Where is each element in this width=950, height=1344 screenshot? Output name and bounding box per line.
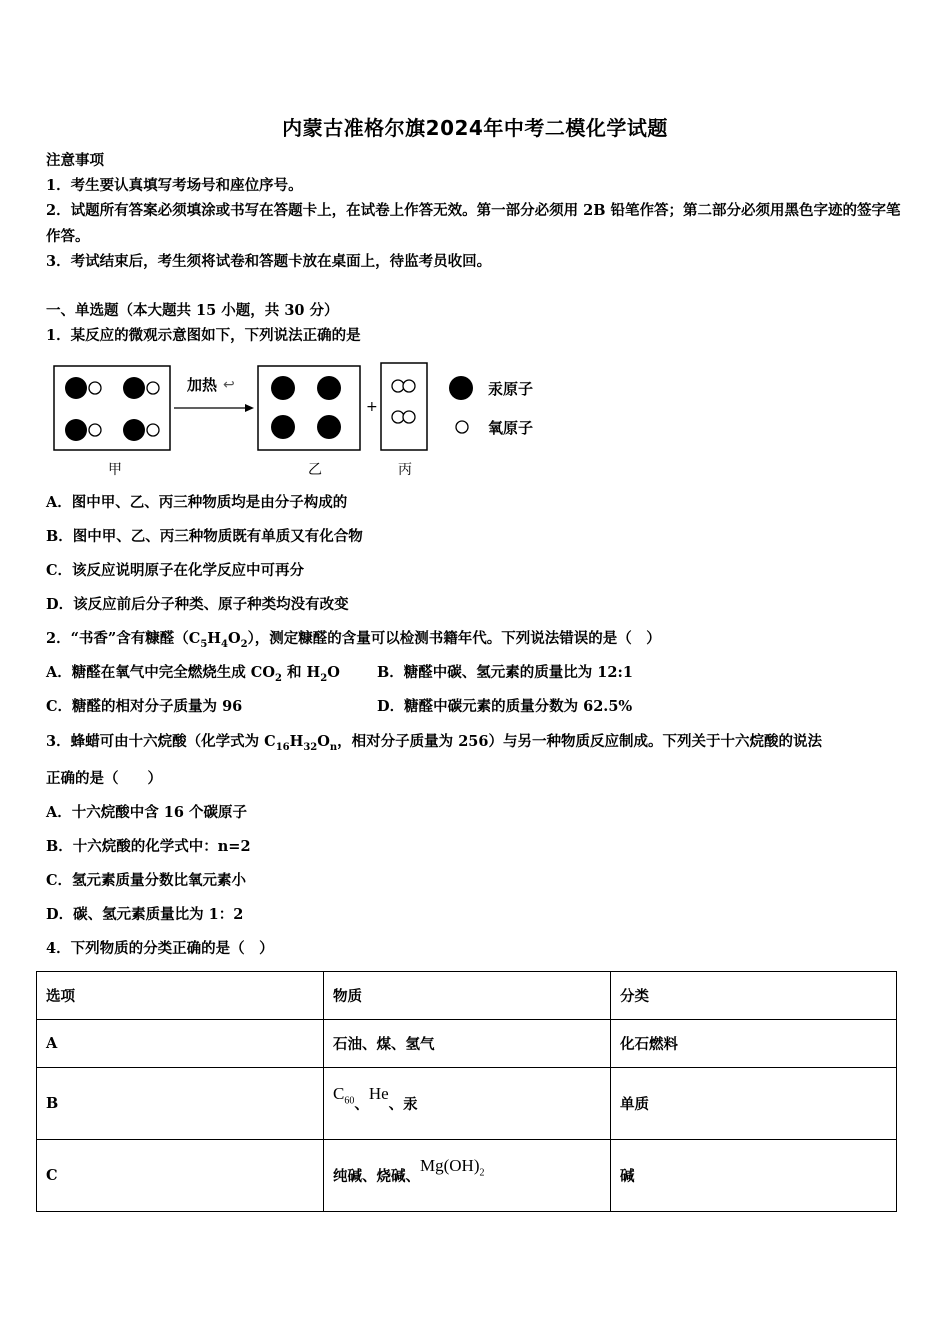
- table-row: [37, 1068, 897, 1140]
- row-substance: $C_{60}$、He、汞: [324, 1068, 611, 1140]
- header-substance: 物质: [324, 972, 611, 1020]
- o2-molecule: [392, 411, 415, 423]
- q1-stem: 1．某反应的微观示意图如下，下列说法正确的是: [46, 327, 361, 344]
- q1-option-a: A．图中甲、乙、丙三种物质均是由分子构成的: [46, 494, 348, 511]
- legend-o-icon: [456, 421, 468, 433]
- arrow-label: 加热: [187, 376, 218, 394]
- notice-item-2: 2．试题所有答案必须填涂或书写在答题卡上，在试卷上作答无效。第一部分必须用 2B 铅笔作答；第二部分必须用黑色字迹的签字笔作答。: [46, 202, 901, 245]
- reaction-diagram: [50, 360, 570, 485]
- label-yi: 乙: [308, 462, 322, 478]
- row-substance: 纯碱、烧碱、$Mg(OH)_2$: [324, 1140, 611, 1212]
- row-category: 化石燃料: [611, 1020, 897, 1068]
- q1-option-d: D．该反应前后分子种类、原子种类均没有改变: [46, 596, 349, 613]
- q2-option-d: D．糖醛中碳元素的质量分数为 62.5%: [377, 698, 633, 715]
- hg-atom: [317, 415, 341, 439]
- q1-option-c: C．该反应说明原子在化学反应中可再分: [46, 562, 305, 579]
- label-bing: 丙: [398, 462, 412, 478]
- label-jia: 甲: [108, 462, 122, 478]
- table-row: [37, 1020, 897, 1068]
- legend-hg-icon: [449, 376, 473, 400]
- table-row: [37, 1140, 897, 1212]
- row-option: C: [37, 1140, 324, 1212]
- q2-option-c: C．糖醛的相对分子质量为 96: [46, 698, 243, 715]
- page-title: 内蒙古准格尔旗2024年中考二模化学试题: [282, 116, 668, 140]
- box-bing: [381, 363, 427, 450]
- q2-option-b: B．糖醛中碳、氢元素的质量比为 12:1: [377, 664, 633, 681]
- q3-option-d: D．碳、氢元素质量比为 1：2: [46, 906, 244, 923]
- svg-text:+: +: [366, 399, 378, 415]
- q3-option-c: C．氢元素质量分数比氧元素小: [46, 872, 247, 889]
- table-header-row: [37, 972, 897, 1020]
- header-category: 分类: [611, 972, 897, 1020]
- o2-molecule: [392, 380, 415, 392]
- q2-stem: 2．“书香”含有糠醛$(C_5H_4O_2)$，测定糠醛的含量可以检测书籍年代。下列说法错误的是（ ）: [46, 630, 661, 650]
- box-yi: [258, 366, 360, 450]
- row-category: 碱: [611, 1140, 897, 1212]
- formula-c60: $C_{60}$: [333, 1084, 355, 1107]
- row-option: A: [37, 1020, 324, 1068]
- hgo-molecule: [123, 377, 159, 399]
- hg-atom: [271, 376, 295, 400]
- row-category: 单质: [611, 1068, 897, 1140]
- legend-o-label: 氧原子: [488, 419, 534, 437]
- q3-stem: 3．蜂蜡可由十六烷酸（化学式为 $C_{16}H_{32}O_n$，相对分子质量为 256）与另一种物质反应制成。下列关于十六烷酸的说法: [46, 733, 822, 753]
- hgo-molecule: [65, 377, 101, 399]
- notice-heading: 注意事项: [46, 152, 104, 169]
- hg-atom: [271, 415, 295, 439]
- row-substance: 石油、煤、氢气: [324, 1020, 611, 1068]
- hg-atom: [317, 376, 341, 400]
- q3-stem-line2: 正确的是（ ）: [46, 770, 162, 787]
- q2-option-a: A．糖醛在氧气中完全燃烧生成 $CO_2$ 和 $H_2O$: [46, 664, 340, 684]
- notice-item-3: 3．考试结束后，考生须将试卷和答题卡放在桌面上，待监考员收回。: [46, 253, 492, 270]
- q3-option-a: A．十六烷酸中含 16 个碳原子: [46, 804, 248, 821]
- q4-stem: 4．下列物质的分类正确的是（ ）: [46, 940, 274, 957]
- svg-text:↩: ↩: [223, 377, 235, 393]
- classification-table: [36, 971, 897, 1212]
- formula-mgoh2: $Mg(OH)_2$: [420, 1156, 485, 1179]
- hgo-molecule: [65, 419, 101, 441]
- header-option: 选项: [37, 972, 324, 1020]
- hgo-molecule: [123, 419, 159, 441]
- q3-option-b: B．十六烷酸的化学式中：n=2: [46, 838, 251, 855]
- q1-option-b: B．图中甲、乙、丙三种物质既有单质又有化合物: [46, 528, 363, 545]
- legend-hg-label: 汞原子: [488, 380, 534, 398]
- section-heading: 一、单选题（本大题共 15 小题，共 30 分）: [46, 302, 339, 319]
- row-option: B: [37, 1068, 324, 1140]
- notice-item-1: 1．考生要认真填写考场号和座位序号。: [46, 177, 303, 194]
